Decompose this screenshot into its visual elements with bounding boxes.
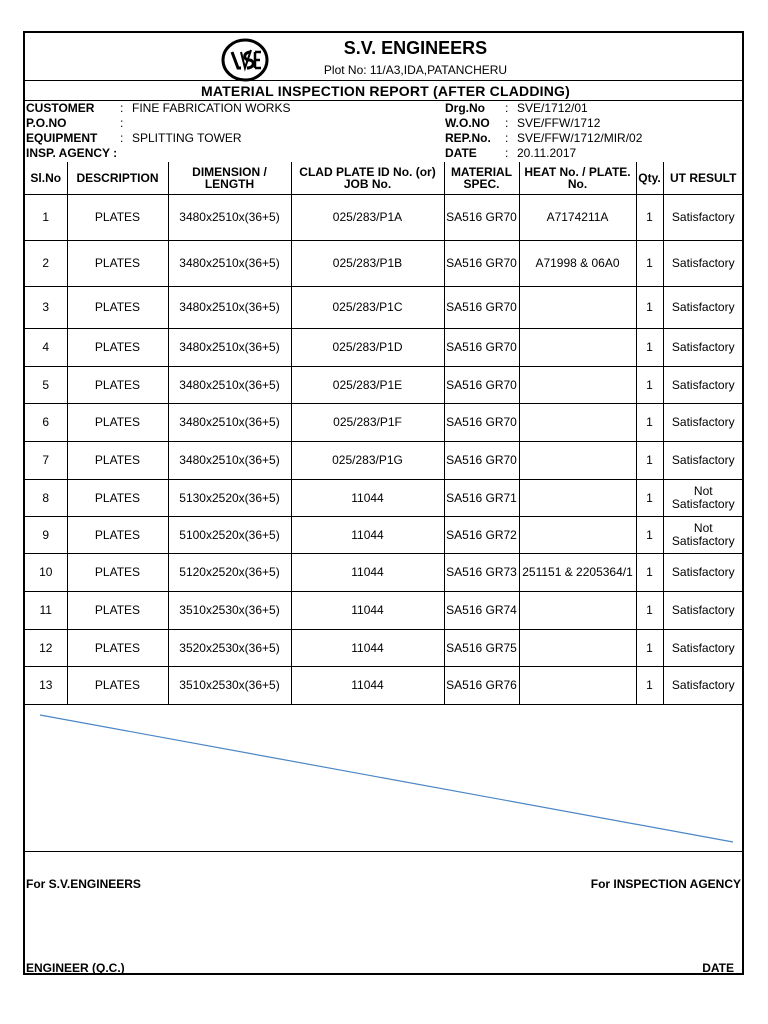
cell-dimension: 3520x2530x(36+5) [168, 630, 291, 667]
cell-slno: 3 [25, 287, 67, 329]
plot-address: Plot No: 11/A3,IDA,PATANCHERU [323, 63, 508, 77]
cell-dimension: 3510x2530x(36+5) [168, 667, 291, 705]
cell-qty: 1 [636, 287, 663, 329]
cell-heat-no [519, 442, 636, 480]
cell-qty: 1 [636, 630, 663, 667]
cell-qty: 1 [636, 195, 663, 241]
cell-material-spec: SA516 GR70 [444, 241, 519, 287]
cell-ut-result: Satisfactory [663, 554, 743, 592]
cell-slno: 7 [25, 442, 67, 480]
table-row [25, 592, 743, 630]
cell-heat-no [519, 329, 636, 367]
info-customer: CUSTOMER : FINE FABRICATION WORKS [26, 101, 291, 115]
cell-ut-result: Satisfactory [663, 630, 743, 667]
cell-slno: 8 [25, 480, 67, 517]
cell-slno: 13 [25, 667, 67, 705]
cell-material-spec: SA516 GR70 [444, 442, 519, 480]
table-row [25, 404, 743, 442]
cell-dimension: 3480x2510x(36+5) [168, 241, 291, 287]
for-agency-label: For INSPECTION AGENCY [590, 877, 741, 891]
cell-qty: 1 [636, 404, 663, 442]
cell-qty: 1 [636, 367, 663, 404]
cell-ut-result: Satisfactory [663, 329, 743, 367]
col-header-qty: Qty. [636, 162, 663, 195]
table-row [25, 287, 743, 329]
cell-dimension: 5120x2520x(36+5) [168, 554, 291, 592]
cell-qty: 1 [636, 241, 663, 287]
cell-slno: 6 [25, 404, 67, 442]
cell-ut-result: Satisfactory [663, 667, 743, 705]
engineer-label: ENGINEER (Q.C.) [26, 961, 125, 975]
cell-material-spec: SA516 GR75 [444, 630, 519, 667]
cell-material-spec: SA516 GR70 [444, 195, 519, 241]
cell-heat-no [519, 630, 636, 667]
cell-description: PLATES [67, 480, 168, 517]
cell-heat-no: 251151 & 2205364/1 [519, 554, 636, 592]
cell-ut-result: Satisfactory [663, 592, 743, 630]
cell-material-spec: SA516 GR70 [444, 287, 519, 329]
cell-clad-plate-id: 025/283/P1B [291, 241, 444, 287]
equipment-label: EQUIPMENT [26, 131, 98, 145]
col-header-slno: Sl.No [25, 162, 67, 195]
cell-ut-result: Not Satisfactory [663, 517, 743, 554]
cell-description: PLATES [67, 442, 168, 480]
cell-ut-result: Not Satisfactory [663, 480, 743, 517]
cell-description: PLATES [67, 630, 168, 667]
report-frame [23, 31, 744, 975]
for-company-label: For S.V.ENGINEERS [26, 877, 141, 891]
cell-description: PLATES [67, 367, 168, 404]
wo-value: SVE/FFW/1712 [517, 116, 601, 130]
cell-clad-plate-id: 025/283/P1G [291, 442, 444, 480]
cell-heat-no [519, 404, 636, 442]
cell-material-spec: SA516 GR73 [444, 554, 519, 592]
date-value: 20.11.2017 [517, 146, 577, 160]
cell-dimension: 5130x2520x(36+5) [168, 480, 291, 517]
cell-ut-result: Satisfactory [663, 442, 743, 480]
table-row [25, 667, 743, 705]
cell-description: PLATES [67, 517, 168, 554]
cell-dimension: 3480x2510x(36+5) [168, 367, 291, 404]
info-drg: Drg.No : SVE/1712/01 [445, 101, 588, 115]
table-row [25, 195, 743, 241]
table-row [25, 442, 743, 480]
cell-description: PLATES [67, 195, 168, 241]
info-po: P.O.NO : [26, 116, 124, 130]
cell-slno: 4 [25, 329, 67, 367]
cell-clad-plate-id: 11044 [291, 630, 444, 667]
table-row [25, 517, 743, 554]
cell-description: PLATES [67, 329, 168, 367]
cell-clad-plate-id: 025/283/P1A [291, 195, 444, 241]
drg-value: SVE/1712/01 [517, 101, 588, 115]
col-header-ut-result: UT RESULT [663, 162, 743, 195]
cell-clad-plate-id: 025/283/P1C [291, 287, 444, 329]
cell-slno: 10 [25, 554, 67, 592]
cell-material-spec: SA516 GR76 [444, 667, 519, 705]
col-header-heat-no: HEAT No. / PLATE. No. [519, 162, 636, 195]
cell-heat-no [519, 480, 636, 517]
col-header-description: DESCRIPTION [67, 162, 168, 195]
cell-ut-result: Satisfactory [663, 404, 743, 442]
table-row [25, 554, 743, 592]
cell-qty: 1 [636, 442, 663, 480]
cell-qty: 1 [636, 480, 663, 517]
table-row [25, 480, 743, 517]
cell-heat-no [519, 592, 636, 630]
divider [25, 851, 742, 852]
cell-description: PLATES [67, 667, 168, 705]
cell-clad-plate-id: 11044 [291, 517, 444, 554]
customer-label: CUSTOMER [26, 101, 95, 115]
info-agency [26, 146, 117, 161]
cell-dimension: 3480x2510x(36+5) [168, 195, 291, 241]
drg-label: Drg.No [445, 101, 485, 115]
cell-slno: 12 [25, 630, 67, 667]
cell-heat-no [519, 667, 636, 705]
col-header-clad-plate-id: CLAD PLATE ID No. (or) JOB No. [291, 162, 444, 195]
cell-ut-result: Satisfactory [663, 367, 743, 404]
cell-heat-no: A71998 & 06A0 [519, 241, 636, 287]
table-row [25, 241, 743, 287]
equipment-value: SPLITTING TOWER [132, 131, 242, 145]
cell-clad-plate-id: 11044 [291, 554, 444, 592]
cell-material-spec: SA516 GR74 [444, 592, 519, 630]
cell-material-spec: SA516 GR70 [444, 367, 519, 404]
po-label: P.O.NO [26, 116, 67, 130]
cell-slno: 2 [25, 241, 67, 287]
cell-heat-no [519, 517, 636, 554]
cell-description: PLATES [67, 554, 168, 592]
cell-qty: 1 [636, 517, 663, 554]
cell-slno: 9 [25, 517, 67, 554]
cell-dimension: 3480x2510x(36+5) [168, 287, 291, 329]
cell-ut-result: Satisfactory [663, 241, 743, 287]
info-date: DATE : 20.11.2017 [445, 146, 577, 160]
cell-clad-plate-id: 025/283/P1F [291, 404, 444, 442]
rep-label: REP.No. [445, 131, 491, 145]
cell-clad-plate-id: 11044 [291, 592, 444, 630]
void-strike-line [25, 703, 743, 851]
cell-heat-no: A7174211A [519, 195, 636, 241]
cell-material-spec: SA516 GR72 [444, 517, 519, 554]
col-header-material-spec: MATERIAL SPEC. [444, 162, 519, 195]
cell-clad-plate-id: 11044 [291, 480, 444, 517]
cell-slno: 11 [25, 592, 67, 630]
cell-slno: 5 [25, 367, 67, 404]
cell-ut-result: Satisfactory [663, 195, 743, 241]
col-header-dimension: DIMENSION / LENGTH [168, 162, 291, 195]
cell-description: PLATES [67, 592, 168, 630]
table-row [25, 367, 743, 404]
cell-qty: 1 [636, 667, 663, 705]
table-row [25, 329, 743, 367]
cell-qty: 1 [636, 329, 663, 367]
cell-qty: 1 [636, 592, 663, 630]
cell-clad-plate-id: 11044 [291, 667, 444, 705]
cell-clad-plate-id: 025/283/P1D [291, 329, 444, 367]
info-rep: REP.No. : SVE/FFW/1712/MIR/02 [445, 131, 643, 145]
cell-slno: 1 [25, 195, 67, 241]
rep-value: SVE/FFW/1712/MIR/02 [517, 131, 643, 145]
cell-clad-plate-id: 025/283/P1E [291, 367, 444, 404]
wo-label: W.O.NO [445, 116, 490, 130]
cell-dimension: 3480x2510x(36+5) [168, 329, 291, 367]
cell-dimension: 3480x2510x(36+5) [168, 442, 291, 480]
cell-dimension: 5100x2520x(36+5) [168, 517, 291, 554]
info-wo: W.O.NO : SVE/FFW/1712 [445, 116, 601, 130]
date-signature-label: DATE [702, 961, 734, 975]
cell-dimension: 3510x2530x(36+5) [168, 592, 291, 630]
cell-material-spec: SA516 GR70 [444, 404, 519, 442]
cell-dimension: 3480x2510x(36+5) [168, 404, 291, 442]
cell-description: PLATES [67, 404, 168, 442]
cell-material-spec: SA516 GR71 [444, 480, 519, 517]
divider [25, 80, 742, 81]
customer-value: FINE FABRICATION WORKS [132, 101, 291, 115]
info-equipment: EQUIPMENT : SPLITTING TOWER [26, 131, 242, 145]
cell-qty: 1 [636, 554, 663, 592]
agency-label: INSP. AGENCY : [26, 146, 118, 160]
cell-heat-no [519, 287, 636, 329]
cell-ut-result: Satisfactory [663, 287, 743, 329]
date-label: DATE [445, 146, 477, 160]
cell-heat-no [519, 367, 636, 404]
table-row [25, 630, 743, 667]
inspection-table [25, 162, 743, 705]
table-header-row [25, 162, 743, 195]
company-name: S.V. ENGINEERS [343, 38, 488, 58]
report-title: MATERIAL INSPECTION REPORT (AFTER CLADDING) [201, 83, 570, 99]
cell-description: PLATES [67, 287, 168, 329]
cell-material-spec: SA516 GR70 [444, 329, 519, 367]
cell-description: PLATES [67, 241, 168, 287]
